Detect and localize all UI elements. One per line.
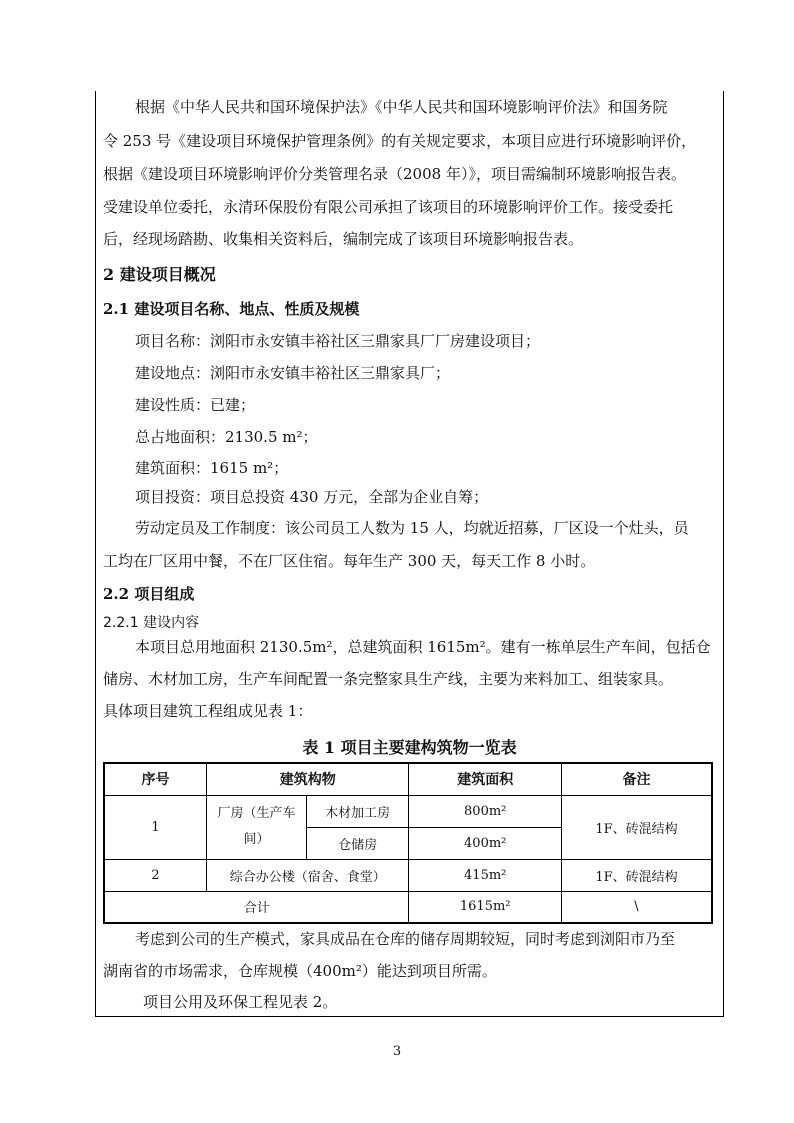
table-row xyxy=(104,795,712,827)
project-nature: 建设性质：已建； xyxy=(135,396,256,414)
project-investment: 项目投资：项目总投资 430 万元，全部为企业自筹； xyxy=(135,488,489,506)
section-2-2-heading: 2.2 项目组成 xyxy=(103,585,195,603)
cell-row2-area: 415m² xyxy=(409,859,562,891)
after-line-2: 湖南省的市场需求，仓库规模（400m²）能达到项目所需。 xyxy=(103,962,497,980)
cell-row1a-area: 800m² xyxy=(409,795,562,827)
table-1-caption: 表 1 项目主要建构筑物一览表 xyxy=(302,738,517,757)
content-line-3: 具体项目建筑工程组成见表 1： xyxy=(103,702,313,720)
section-2-heading: 2 建设项目概况 xyxy=(103,265,216,284)
cell-row1a-name: 木材加工房 xyxy=(306,795,409,827)
project-name: 项目名称：浏阳市永安镇丰裕社区三鼎家具厂厂房建设项目； xyxy=(135,332,541,350)
content-line-1: 本项目总用地面积 2130.5m²，总建筑面积 1615m²。建有一栋单层生产车间，包括仓 xyxy=(135,638,711,656)
header-area: 建筑面积 xyxy=(409,763,562,795)
project-land-area: 总占地面积：2130.5 m²； xyxy=(135,428,318,446)
cell-total-area: 1615m² xyxy=(409,891,562,923)
table-row xyxy=(104,859,712,891)
section-2-1-heading: 2.1 建设项目名称、地点、性质及规模 xyxy=(103,300,360,318)
cell-row1b-name: 仓储房 xyxy=(306,827,409,859)
para-intro-line-5: 后，经现场踏勘、收集相关资料后，编制完成了该项目环境影响报告表。 xyxy=(103,230,584,248)
labor-line-2: 工均在厂区用中餐，不在厂区住宿。每年生产 300 天，每天工作 8 小时。 xyxy=(103,552,596,570)
table-1 xyxy=(103,762,713,924)
after-line-1: 考虑到公司的生产模式，家具成品在仓库的储存周期较短，同时考虑到浏阳市乃至 xyxy=(135,930,676,948)
table-header-row xyxy=(104,763,712,795)
cell-row1b-area: 400m² xyxy=(409,827,562,859)
after-line-3: 项目公用及环保工程见表 2。 xyxy=(143,993,338,1011)
project-build-area: 建筑面积：1615 m²； xyxy=(135,459,289,477)
cell-row2-name: 综合办公楼（宿舍、食堂） xyxy=(207,859,409,891)
page-number: 3 xyxy=(392,1044,402,1059)
cell-row1-no: 1 xyxy=(104,795,207,859)
content-line-2: 储房、木材加工房，生产车间配置一条完整家具生产线，主要为来料加工、组装家具。 xyxy=(103,670,674,688)
header-no: 序号 xyxy=(104,763,207,795)
para-intro-line-2: 令 253 号《建设项目环境保护管理条例》的有关规定要求，本项目应进行环境影响评价， xyxy=(103,132,697,150)
project-location: 建设地点：浏阳市永安镇丰裕社区三鼎家具厂； xyxy=(135,364,451,382)
cell-row2-note: 1F、砖混结构 xyxy=(561,859,712,891)
para-intro-line-1: 根据《中华人民共和国环境保护法》《中华人民共和国环境影响评价法》和国务院 xyxy=(135,98,668,116)
cell-total-note: \ xyxy=(561,891,712,923)
cell-row2-no: 2 xyxy=(104,859,207,891)
cell-total-label: 合计 xyxy=(104,891,409,923)
cell-row1-note: 1F、砖混结构 xyxy=(561,795,712,859)
labor-line-1: 劳动定员及工作制度：该公司员工人数为 15 人，均就近招募，厂区设一个灶头，员 xyxy=(135,519,689,537)
header-building: 建筑构物 xyxy=(207,763,409,795)
para-intro-line-3: 根据《建设项目环境影响评价分类管理名录（2008 年）》，项目需编制环境影响报告表。 xyxy=(103,165,686,183)
para-intro-line-4: 受建设单位委托，永清环保股份有限公司承担了该项目的环境影响评价工作。接受委托 xyxy=(103,198,674,216)
table-total-row xyxy=(104,891,712,923)
cell-row1-group: 厂房（生产车间） xyxy=(207,795,307,859)
section-2-2-1-heading: 2.2.1 建设内容 xyxy=(103,615,200,631)
header-note: 备注 xyxy=(561,763,712,795)
